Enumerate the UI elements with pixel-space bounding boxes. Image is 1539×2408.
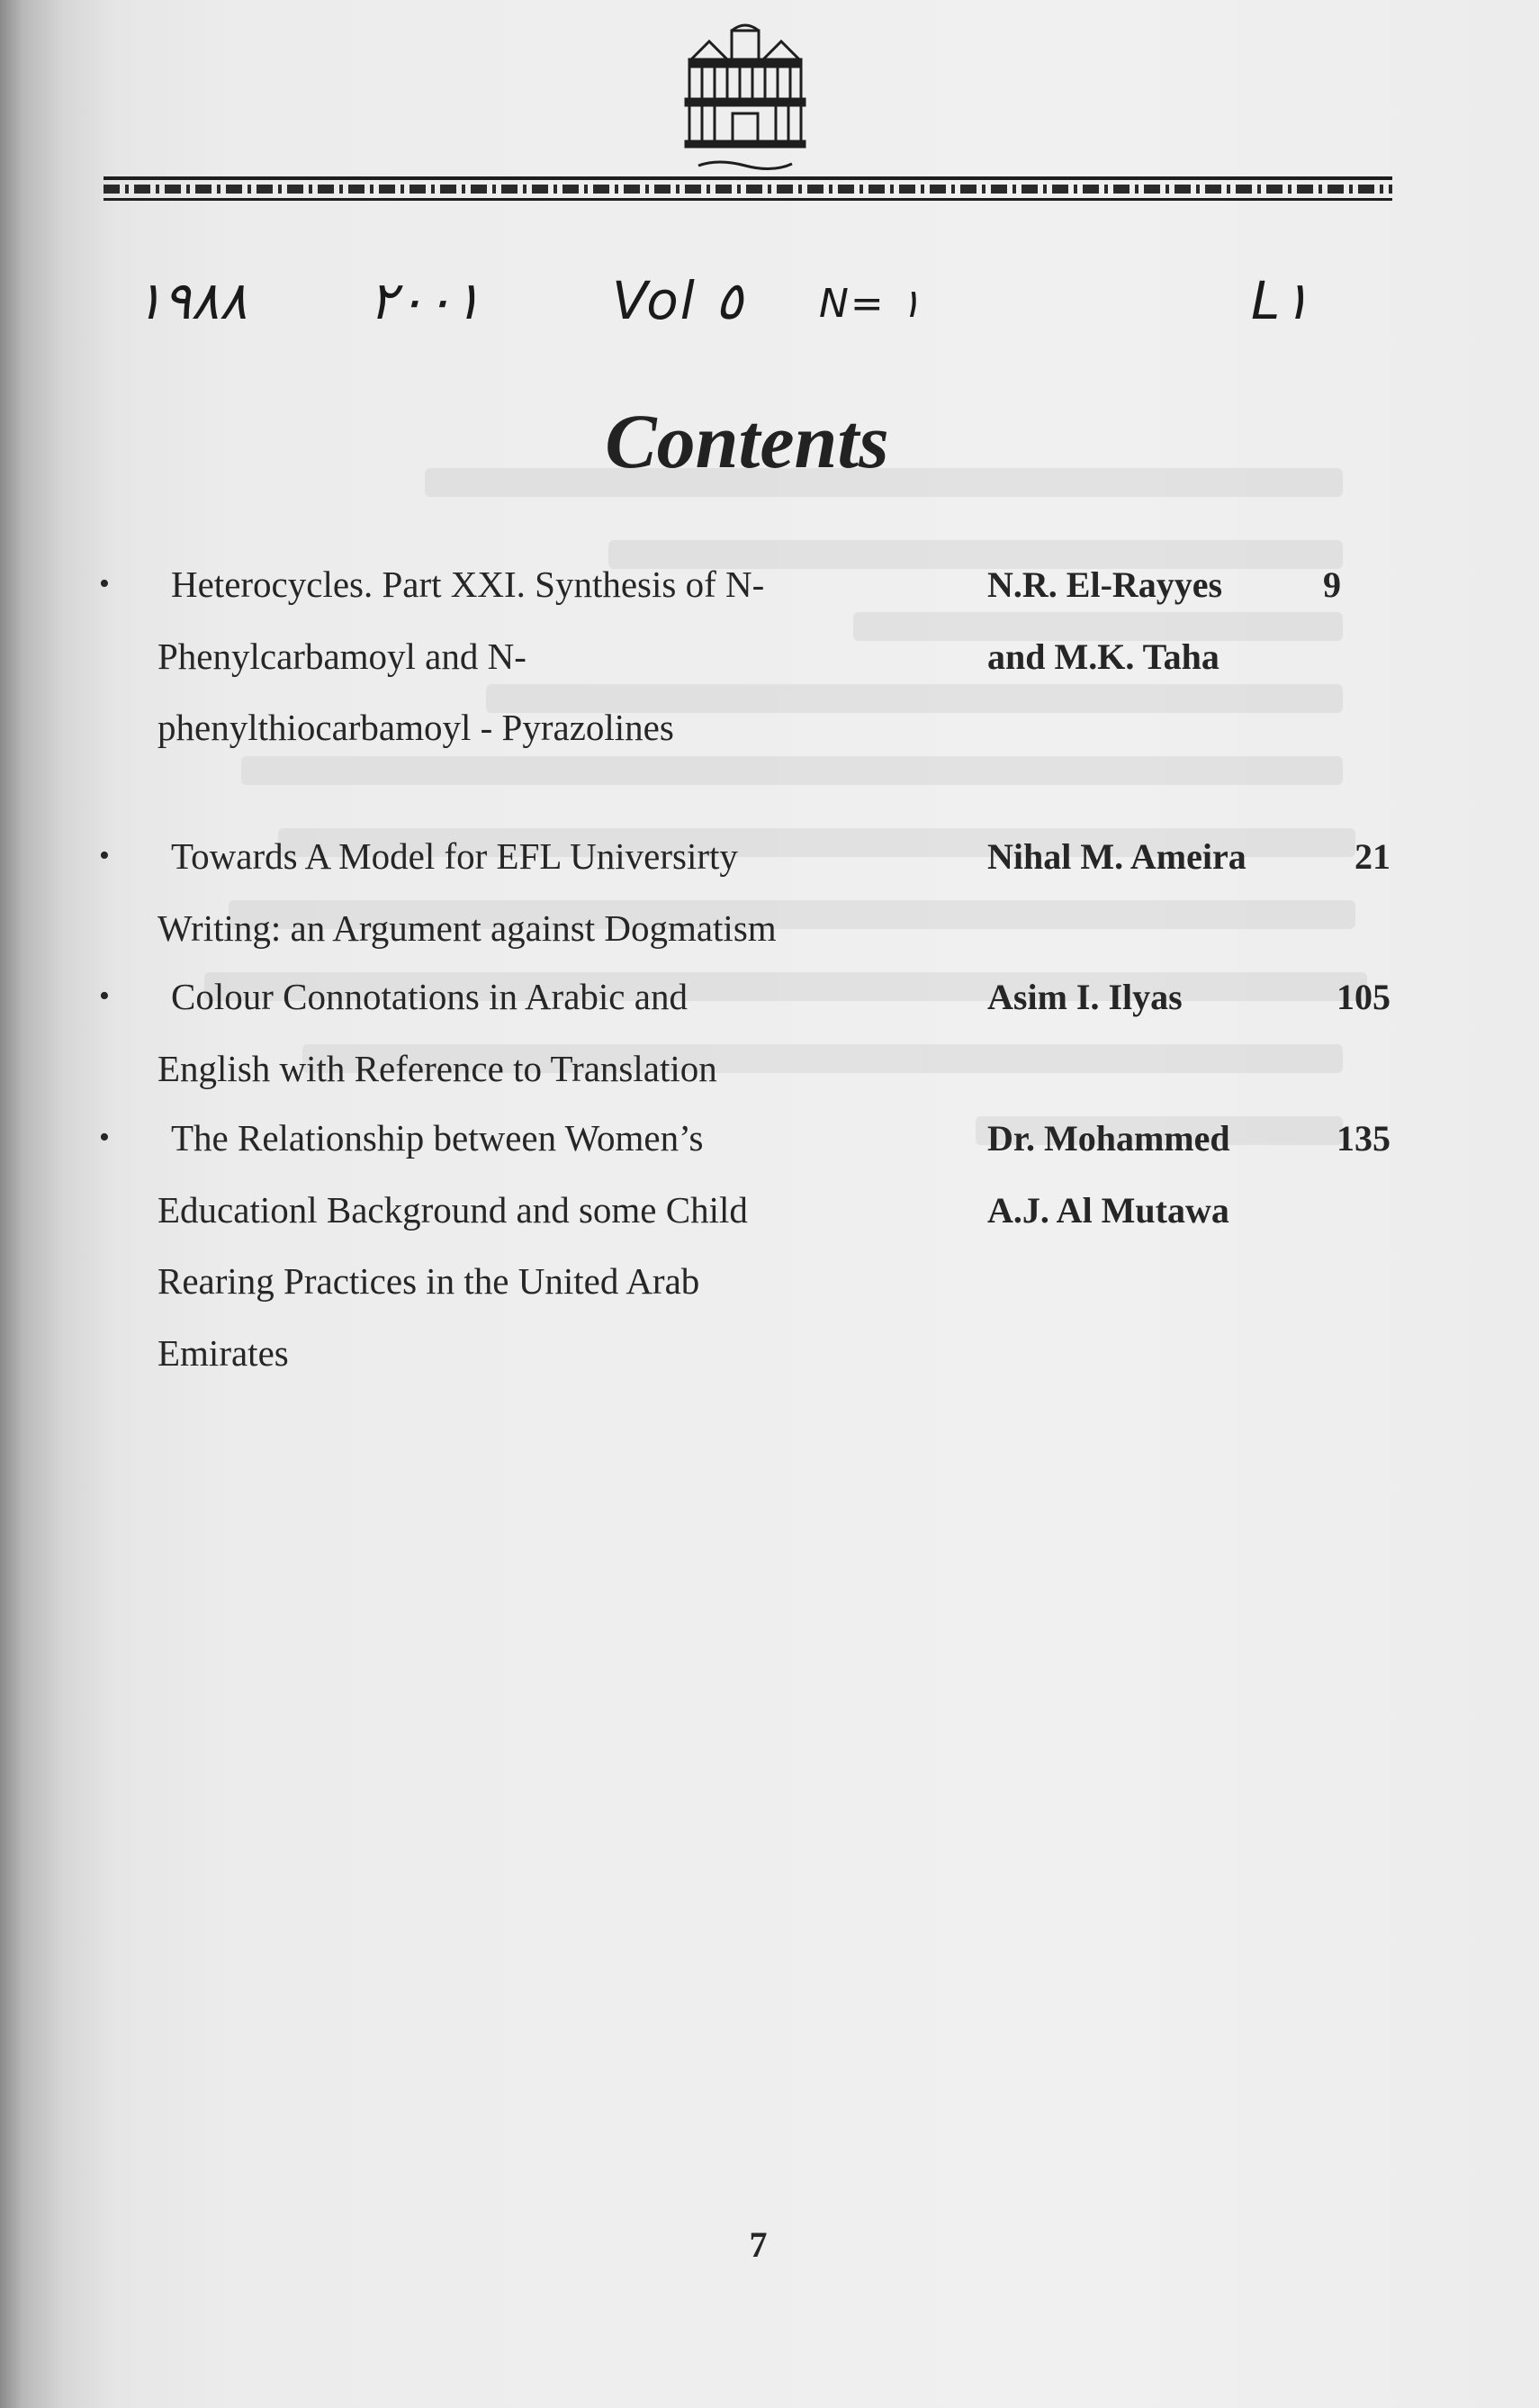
article-page-number: 9 — [1323, 564, 1341, 605]
bullet-icon: • — [99, 1121, 110, 1154]
article-title — [158, 549, 919, 764]
article-author — [987, 821, 1284, 893]
page-title: Contents — [605, 398, 889, 484]
author-line: Asim I. Ilyas — [987, 977, 1183, 1017]
handwritten-annotation — [135, 270, 1359, 351]
author-line: N.R. El-Rayyes — [987, 564, 1223, 605]
article-title — [158, 1103, 919, 1389]
article-title-line: Phenylcarbamoyl and N- — [158, 635, 526, 677]
article-title-line: English with Reference to Translation — [158, 1047, 717, 1089]
article-title-line: Colour Connotations in Arabic and — [171, 976, 688, 1017]
handwritten-number: N= ١ — [819, 281, 922, 327]
article-title-line: Writing: an Argument against Dogmatism — [158, 906, 777, 949]
handwritten-shelfmark: L١ — [1251, 270, 1310, 331]
article-title-line: Heterocycles. Part XXI. Synthesis of N- — [171, 564, 765, 605]
author-line: A.J. Al Mutawa — [987, 1189, 1229, 1231]
petra-treasury-emblem-icon — [682, 23, 808, 176]
bullet-icon: • — [99, 979, 110, 1013]
article-title-line: Emirates — [158, 1331, 289, 1374]
article-author — [987, 1103, 1284, 1246]
handwritten-year-hijri: ١٩٨٨ — [135, 270, 248, 331]
article-title-line: phenylthiocarbamoyl - Pyrazolines — [158, 707, 674, 748]
handwritten-year: ٢٠٠١ — [369, 270, 482, 331]
article-title-line: Educationl Background and some Child — [158, 1188, 748, 1231]
article-page-number: 105 — [1336, 977, 1390, 1017]
article-title-line: Towards A Model for EFL Universirty — [171, 835, 738, 877]
article-author — [987, 961, 1284, 1033]
article-author — [987, 549, 1284, 692]
bullet-icon: • — [99, 567, 110, 600]
author-line: Dr. Mohammed — [987, 1118, 1230, 1159]
author-line: and M.K. Taha — [987, 636, 1220, 677]
author-line: Nihal M. Ameira — [987, 836, 1246, 877]
article-page-number: 135 — [1336, 1118, 1390, 1159]
bullet-icon: • — [99, 839, 110, 872]
article-title-line: Rearing Practices in the United Arab — [158, 1260, 700, 1302]
article-title-line: The Relationship between Women’s — [171, 1117, 704, 1159]
article-title — [158, 821, 919, 964]
article-title — [158, 961, 919, 1105]
handwritten-volume: Vol ٥ — [612, 270, 743, 331]
header-rule — [104, 176, 1392, 203]
article-page-number: 21 — [1354, 836, 1390, 877]
page-number: 7 — [749, 2224, 768, 2265]
